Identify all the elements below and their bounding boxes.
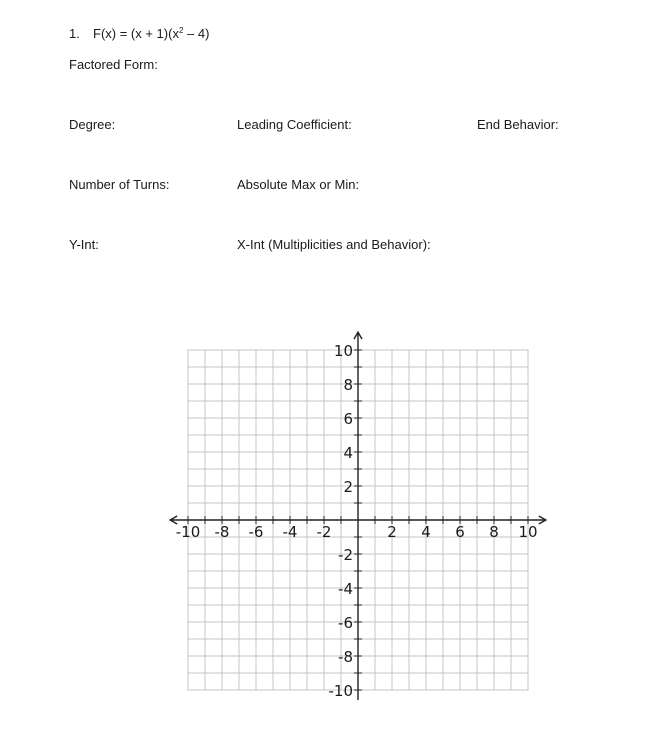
x-tick-label: 8 (489, 523, 499, 541)
x-tick-label: -4 (282, 523, 298, 541)
coordinate-grid (160, 318, 560, 700)
x-tick-label: -6 (248, 523, 264, 541)
y-tick-label: 2 (343, 478, 353, 496)
y-tick-label: -8 (338, 648, 353, 666)
x-tick-label: -2 (316, 523, 332, 541)
x-tick-label: 10 (518, 523, 538, 541)
function-expression: $F(x) = (x + 1)(x^2 - 4)$ (93, 26, 210, 41)
y-tick-label: -10 (328, 682, 353, 700)
y-tick-label: -2 (338, 546, 353, 564)
y-tick-label: -6 (338, 614, 353, 632)
y-tick-label: 8 (343, 376, 353, 394)
tick-labels (176, 342, 538, 700)
x-tick-label: 4 (421, 523, 431, 541)
x-tick-label: -10 (175, 523, 201, 541)
leading-coefficient-label: Leading Coefficient: (237, 117, 352, 132)
x-tick-label: 2 (387, 523, 397, 541)
x-tick-label: 6 (455, 523, 465, 541)
exponent: 2 (178, 26, 184, 35)
axes (170, 332, 546, 700)
y-int-label: Y-Int: (69, 237, 99, 252)
number-of-turns-label: Number of Turns: (69, 177, 170, 192)
problem-number: 1. (69, 26, 80, 41)
y-tick-label: 4 (343, 444, 353, 462)
absolute-max-min-label: Absolute Max or Min: (237, 177, 360, 192)
y-tick-label: -4 (338, 580, 353, 598)
y-tick-label: 6 (343, 410, 353, 428)
factored-form-label: Factored Form: (69, 57, 158, 72)
end-behavior-label: End Behavior: (477, 117, 559, 132)
x-int-label: X-Int (Multiplicities and Behavior): (237, 237, 431, 252)
x-tick-label: -8 (214, 523, 230, 541)
degree-label: Degree: (69, 117, 116, 132)
y-tick-label: 10 (333, 342, 353, 360)
problem-statement (69, 26, 209, 42)
